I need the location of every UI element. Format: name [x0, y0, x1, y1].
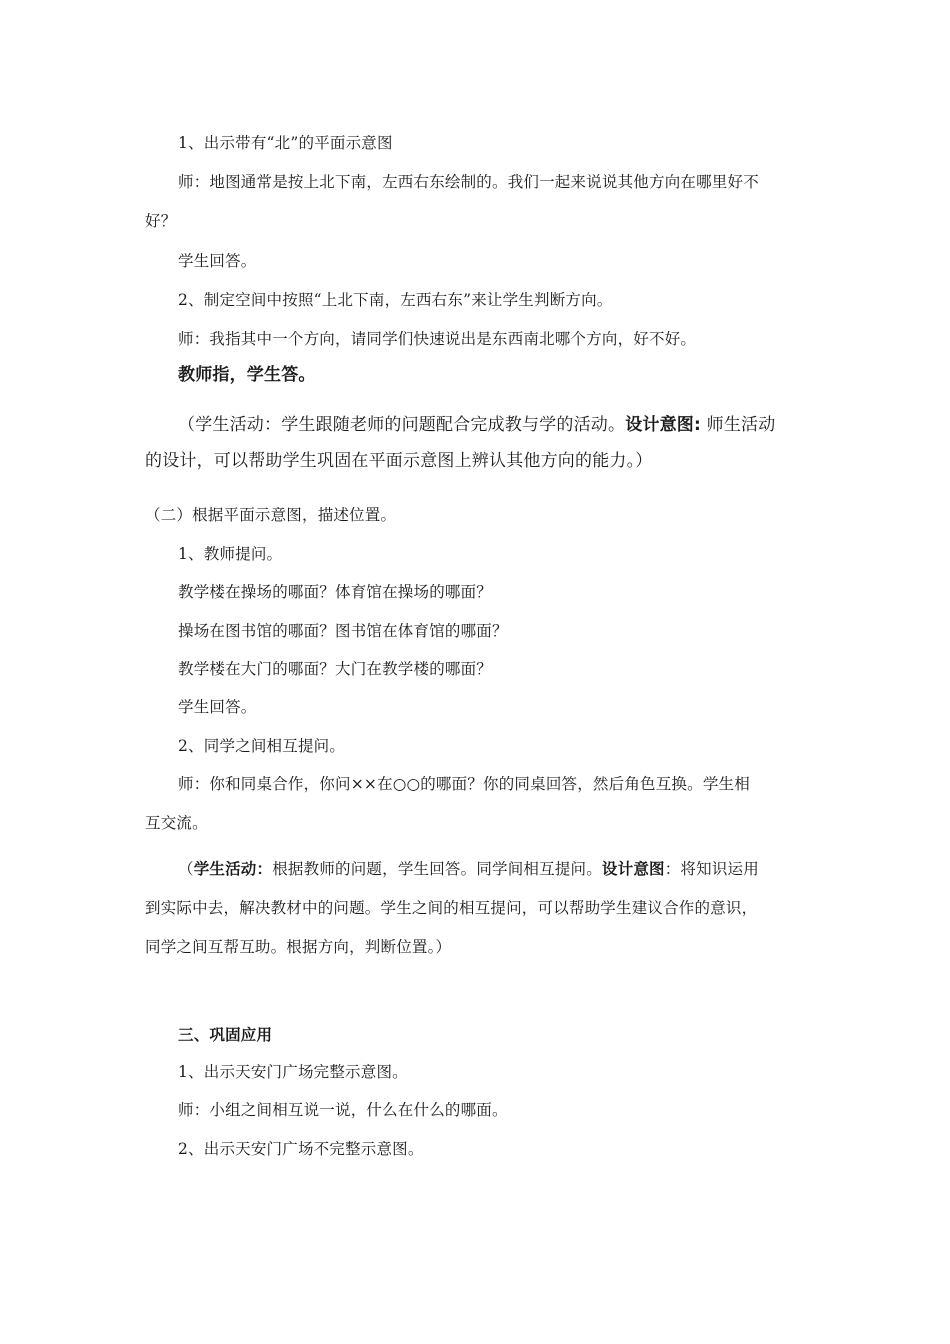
- student-answer-2: 学生回答。: [178, 698, 257, 716]
- teacher-line-pair-work: 师：你和同桌合作，你问××在○○的哪面？你的同桌回答，然后角色互换。学生相: [178, 775, 750, 793]
- teacher-line-pair-work-continuation: 互交流。: [145, 814, 208, 832]
- activity-note-2-line-2: 到实际中去，解决教材中的问题。学生之间的相互提问，可以帮助学生建议合作的意识，: [145, 899, 758, 917]
- section-heading-describe-position: （二）根据平面示意图，描述位置。: [145, 506, 397, 524]
- teacher-line-map-direction: 师：地图通常是按上北下南，左西右东绘制的。我们一起来说说其他方向在哪里好不: [178, 173, 759, 191]
- design-intent-label-1: 设计意图:: [625, 415, 702, 435]
- teacher-points-students-answer: 教师指，学生答。: [178, 365, 316, 385]
- section-heading-apply: 三、巩固应用: [178, 1026, 273, 1044]
- teacher-line-continuation: 好？: [145, 212, 177, 230]
- question-line-2: 操场在图书馆的哪面？图书馆在体育馆的哪面？: [178, 622, 508, 640]
- step-judge-direction: 2、制定空间中按照“上北下南，左西右东”来让学生判断方向。: [178, 291, 613, 309]
- activity-note-1-line-1: [178, 414, 775, 436]
- question-line-3: 教学楼在大门的哪面？大门在教学楼的哪面？: [178, 660, 493, 678]
- activity-note-2-text: 根据教师的问题，学生回答。同学间相互提问。: [272, 860, 602, 878]
- step-peer-questions: 2、同学之间相互提问。: [178, 737, 346, 755]
- step-show-full-map: 1、出示天安门广场完整示意图。: [178, 1063, 408, 1081]
- activity-note-1-tail: 师生活动: [701, 415, 776, 435]
- question-line-1: 教学楼在操场的哪面？体育馆在操场的哪面？: [178, 583, 493, 601]
- activity-note-2-tail: ：将知识运用: [664, 860, 759, 878]
- student-answer-1: 学生回答。: [178, 252, 257, 270]
- teacher-line-point-direction: 师：我指其中一个方向，请同学们快速说出是东西南北哪个方向，好不好。: [178, 330, 697, 348]
- paren-open: （: [178, 860, 194, 878]
- step-show-north-map: 1、出示带有“北”的平面示意图: [178, 134, 393, 152]
- student-activity-label: 学生活动：: [193, 860, 273, 878]
- activity-note-1-text: （学生活动：学生跟随老师的问题配合完成教与学的活动。: [178, 415, 626, 435]
- design-intent-label-2: 设计意图: [601, 860, 665, 878]
- activity-note-2-line-3: 同学之间互帮互助。根据方向，判断位置。）: [145, 938, 452, 956]
- activity-note-2-line-1: [178, 859, 759, 879]
- activity-note-1-line-2: 的设计，可以帮助学生巩固在平面示意图上辨认其他方向的能力。）: [145, 451, 653, 471]
- step-show-partial-map: 2、出示天安门广场不完整示意图。: [178, 1140, 424, 1158]
- teacher-line-group-talk: 师：小组之间相互说一说，什么在什么的哪面。: [178, 1101, 508, 1119]
- step-teacher-question: 1、教师提问。: [178, 545, 283, 563]
